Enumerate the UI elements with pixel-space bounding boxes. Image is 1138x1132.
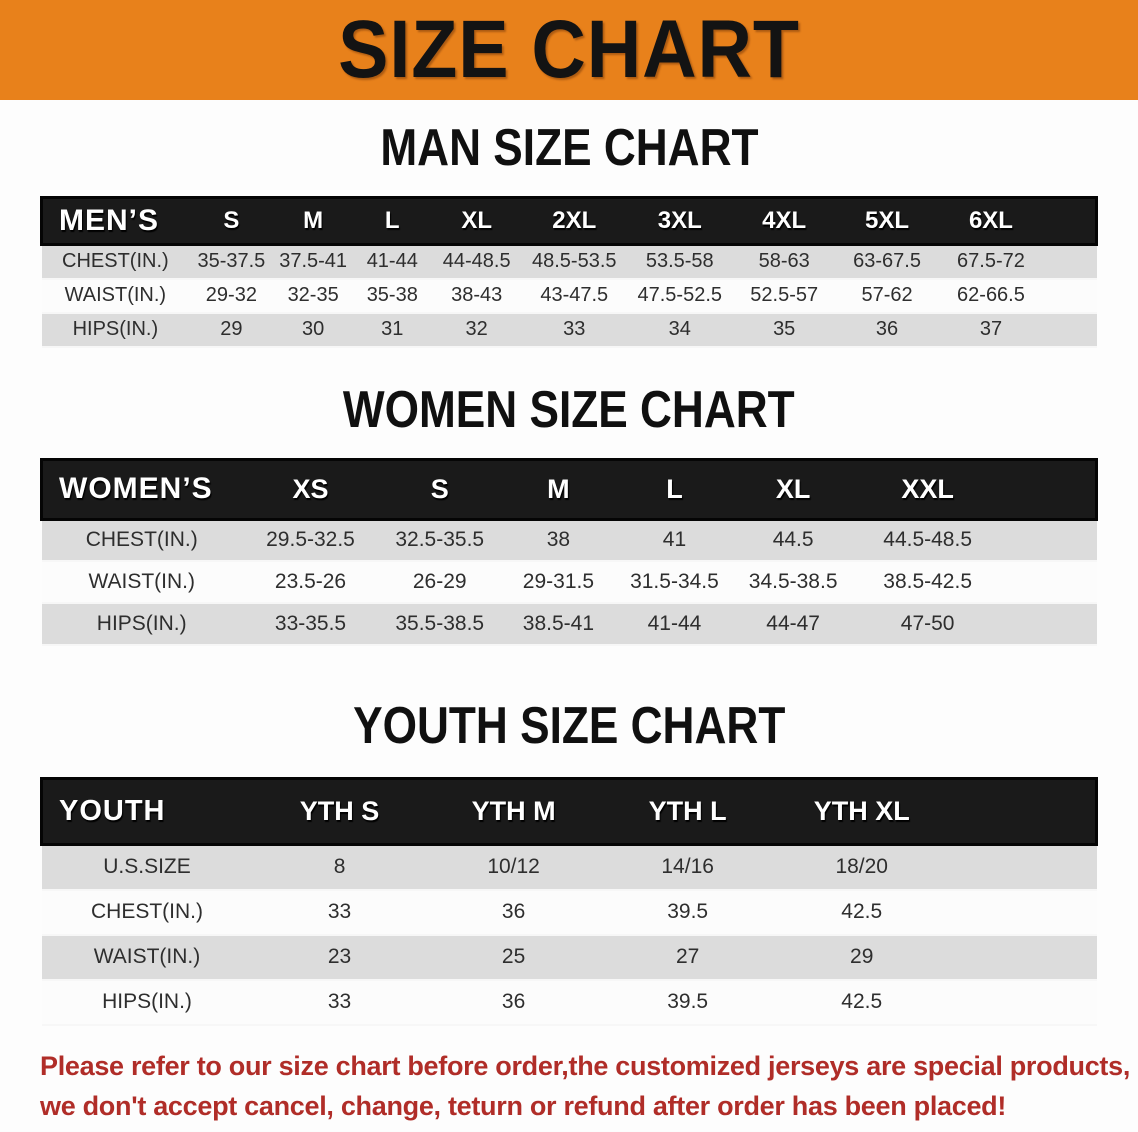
youth-size-table xyxy=(40,777,1098,1026)
size-value-cell: 62-66.5 xyxy=(938,279,1044,313)
size-value-cell: 31 xyxy=(353,313,432,347)
men-size-table xyxy=(40,196,1098,348)
women-header-row xyxy=(42,459,1097,519)
size-value-cell: 67.5-72 xyxy=(938,245,1044,279)
size-header-cell: M xyxy=(500,459,616,519)
size-header-cell: YTH S xyxy=(253,779,427,845)
size-value-cell: 34 xyxy=(627,313,733,347)
size-value-cell: 33 xyxy=(253,890,427,935)
size-header-cell: XXL xyxy=(854,459,1002,519)
size-value-cell: 26-29 xyxy=(379,561,500,603)
size-value-cell: 53.5-58 xyxy=(627,245,733,279)
women-section-heading xyxy=(0,380,1138,440)
size-value-cell: 33 xyxy=(253,980,427,1025)
women-heading-text: WOMEN SIZE CHART xyxy=(343,380,795,439)
measure-row-label: WAIST(IN.) xyxy=(42,279,190,313)
youth-corner-label: YOUTH xyxy=(42,779,253,845)
women-size-table xyxy=(40,458,1098,647)
spacer-cell xyxy=(1001,561,1096,603)
measure-row-label: HIPS(IN.) xyxy=(42,980,253,1025)
size-value-cell: 44.5-48.5 xyxy=(854,519,1002,561)
size-value-cell: 44.5 xyxy=(732,519,853,561)
measure-row-label: U.S.SIZE xyxy=(42,845,253,890)
size-value-cell: 30 xyxy=(274,313,353,347)
spacer-cell xyxy=(949,779,1097,845)
size-value-cell: 41-44 xyxy=(616,603,732,645)
measure-row-label: CHEST(IN.) xyxy=(42,519,242,561)
size-chart-banner xyxy=(0,0,1138,100)
size-value-cell: 31.5-34.5 xyxy=(616,561,732,603)
size-value-cell: 18/20 xyxy=(775,845,949,890)
size-value-cell: 37 xyxy=(938,313,1044,347)
spacer-cell xyxy=(1001,519,1096,561)
spacer-cell xyxy=(949,845,1097,890)
size-value-cell: 57-62 xyxy=(836,279,938,313)
size-header-cell: XL xyxy=(432,198,522,245)
men-chest-row xyxy=(42,245,1097,279)
size-value-cell: 48.5-53.5 xyxy=(522,245,628,279)
size-header-cell: S xyxy=(189,198,273,245)
size-value-cell: 44-47 xyxy=(732,603,853,645)
spacer-cell xyxy=(949,890,1097,935)
size-value-cell: 23.5-26 xyxy=(242,561,379,603)
size-header-cell: S xyxy=(379,459,500,519)
men-hips-row xyxy=(42,313,1097,347)
size-value-cell: 38-43 xyxy=(432,279,522,313)
size-value-cell: 42.5 xyxy=(775,890,949,935)
size-value-cell: 32 xyxy=(432,313,522,347)
men-heading-text: MAN SIZE CHART xyxy=(379,119,759,177)
size-value-cell: 29.5-32.5 xyxy=(242,519,379,561)
size-header-cell: 3XL xyxy=(627,198,733,245)
size-value-cell: 47.5-52.5 xyxy=(627,279,733,313)
size-header-cell: XL xyxy=(732,459,853,519)
size-value-cell: 25 xyxy=(427,935,601,980)
spacer-cell xyxy=(949,980,1097,1025)
size-header-cell: YTH XL xyxy=(775,779,949,845)
measure-row-label: WAIST(IN.) xyxy=(42,935,253,980)
size-header-cell: 6XL xyxy=(938,198,1044,245)
youth-chest-row xyxy=(42,890,1097,935)
size-value-cell: 33-35.5 xyxy=(242,603,379,645)
size-value-cell: 23 xyxy=(253,935,427,980)
women-corner-label: WOMEN’S xyxy=(42,459,242,519)
size-value-cell: 32-35 xyxy=(274,279,353,313)
youth-hips-row xyxy=(42,980,1097,1025)
men-section-heading xyxy=(0,118,1138,178)
size-value-cell: 32.5-35.5 xyxy=(379,519,500,561)
size-value-cell: 42.5 xyxy=(775,980,949,1025)
size-value-cell: 27 xyxy=(601,935,775,980)
youth-section-heading xyxy=(0,696,1138,756)
women-waist-row xyxy=(42,561,1097,603)
measure-row-label: HIPS(IN.) xyxy=(42,603,242,645)
size-header-cell: M xyxy=(274,198,353,245)
measure-row-label: HIPS(IN.) xyxy=(42,313,190,347)
size-header-cell: 2XL xyxy=(522,198,628,245)
size-value-cell: 35-38 xyxy=(353,279,432,313)
women-hips-row xyxy=(42,603,1097,645)
size-value-cell: 35.5-38.5 xyxy=(379,603,500,645)
size-value-cell: 36 xyxy=(427,980,601,1025)
youth-size-table-wrap xyxy=(40,777,1098,1026)
measure-row-label: CHEST(IN.) xyxy=(42,890,253,935)
spacer-cell xyxy=(1044,313,1097,347)
spacer-cell xyxy=(949,935,1097,980)
size-value-cell: 29-31.5 xyxy=(500,561,616,603)
disclaimer-text xyxy=(40,1046,1138,1126)
size-header-cell: L xyxy=(353,198,432,245)
banner-title: SIZE CHART xyxy=(338,4,800,95)
size-value-cell: 38.5-42.5 xyxy=(854,561,1002,603)
size-value-cell: 10/12 xyxy=(427,845,601,890)
size-value-cell: 58-63 xyxy=(733,245,836,279)
spacer-cell xyxy=(1044,245,1097,279)
size-value-cell: 36 xyxy=(836,313,938,347)
spacer-cell xyxy=(1001,459,1096,519)
men-corner-label: MEN’S xyxy=(42,198,190,245)
spacer-cell xyxy=(1044,279,1097,313)
size-value-cell: 37.5-41 xyxy=(274,245,353,279)
size-value-cell: 41-44 xyxy=(353,245,432,279)
women-size-table-wrap xyxy=(40,458,1098,647)
size-value-cell: 14/16 xyxy=(601,845,775,890)
size-value-cell: 41 xyxy=(616,519,732,561)
size-value-cell: 29 xyxy=(775,935,949,980)
size-value-cell: 35-37.5 xyxy=(189,245,273,279)
size-value-cell: 34.5-38.5 xyxy=(732,561,853,603)
size-value-cell: 29-32 xyxy=(189,279,273,313)
spacer-cell xyxy=(1044,198,1097,245)
size-header-cell: 4XL xyxy=(733,198,836,245)
measure-row-label: WAIST(IN.) xyxy=(42,561,242,603)
men-header-row xyxy=(42,198,1097,245)
size-value-cell: 33 xyxy=(522,313,628,347)
size-header-cell: 5XL xyxy=(836,198,938,245)
size-value-cell: 43-47.5 xyxy=(522,279,628,313)
size-value-cell: 52.5-57 xyxy=(733,279,836,313)
men-size-table-wrap xyxy=(40,196,1098,348)
men-waist-row xyxy=(42,279,1097,313)
size-value-cell: 63-67.5 xyxy=(836,245,938,279)
measure-row-label: CHEST(IN.) xyxy=(42,245,190,279)
youth-heading-text: YOUTH SIZE CHART xyxy=(352,697,786,755)
size-value-cell: 8 xyxy=(253,845,427,890)
size-value-cell: 35 xyxy=(733,313,836,347)
size-value-cell: 39.5 xyxy=(601,890,775,935)
spacer-cell xyxy=(1001,603,1096,645)
size-value-cell: 29 xyxy=(189,313,273,347)
size-value-cell: 36 xyxy=(427,890,601,935)
youth-ussize-row xyxy=(42,845,1097,890)
women-chest-row xyxy=(42,519,1097,561)
size-value-cell: 44-48.5 xyxy=(432,245,522,279)
disclaimer-line-1: Please refer to our size chart before order,the customized jerseys are special products, xyxy=(40,1050,1131,1081)
size-header-cell: XS xyxy=(242,459,379,519)
disclaimer-line-2: we don't accept cancel, change, teturn or refund after order has been placed! xyxy=(40,1090,1007,1121)
size-header-cell: YTH M xyxy=(427,779,601,845)
size-value-cell: 38.5-41 xyxy=(500,603,616,645)
youth-waist-row xyxy=(42,935,1097,980)
size-header-cell: L xyxy=(616,459,732,519)
size-value-cell: 38 xyxy=(500,519,616,561)
size-value-cell: 39.5 xyxy=(601,980,775,1025)
youth-header-row xyxy=(42,779,1097,845)
size-value-cell: 47-50 xyxy=(854,603,1002,645)
size-header-cell: YTH L xyxy=(601,779,775,845)
